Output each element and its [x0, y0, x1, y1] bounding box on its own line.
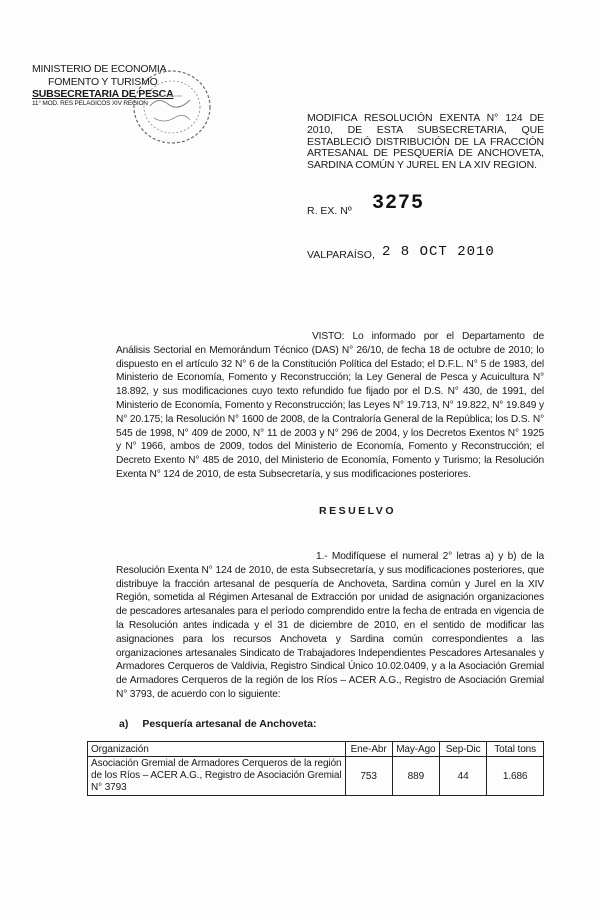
resuelvo-heading: RESUELVO — [319, 505, 396, 517]
section-a-title: Pesquería artesanal de Anchoveta: — [142, 718, 317, 730]
visto-paragraph: VISTO: Lo informado por el Departamento de Análisis Sectorial en Memorándum Técnico (DAS) N° 26/10, de fecha 18 de octubre de 2010; lo dispuesto en el artículo 32 N° 6 de la Constitución Política del Estado; el D.F.L. N° 5 de 1983, del Ministerio de Economía, Fomento y Reconstrucción; la Ley General de Pesca y Acuicultura N° 18.892, y sus modificaciones cuyo texto refundido fue fijado por el D.S. N° 430, de 1991, del Ministerio de Economía, Fomento y Reconstrucción; las Leyes N° 19.713, N° 19.822, N° 19.849 y N° 20.175; la Resolución N° 1600 de 2008, de la Contraloría General de la República; los D.S. N° 545 de 1998, N° 409 de 2000, N° 11 de 2003 y N° 296 de 2004, y los Decretos Exentos N° 1925 y N° 1966, ambos de 2009, todos del Ministerio de Economía, Fomento y Reconstrucción; el Decreto Exento N° 485 de 2010, del Ministerio de Economía, Fomento y Turismo; la Resolución Exenta N° 124 de 2010, de esta Subsecretaría, y sus modificaciones posteriores. — [116, 331, 544, 480]
column-header-ene-abr: Ene-Abr — [345, 742, 392, 757]
resolution-number-label: R. EX. Nº — [307, 205, 352, 217]
resolution-paragraph-1: 1.- Modifíquese el numeral 2° letras a) y b) de la Resolución Exenta N° 124 de 2010, de esta Subsecretaría, y sus modificaciones posteriores, que distribuye la fracción artesanal de pesquería de Anchoveta, Sardina común y Jurel en la XIV Región, sometida al Régimen Artesanal de Extracción por unidad de asignación organizaciones de pescadores artesanales para el período comprendido entre la fecha de entrada en vigencia de la Resolución antes indicada y el 31 de diciembre de 2010, en el sentido de modificar las asignaciones para los recursos Anchoveta y Sardina común correspondientes a las organizaciones artesanales Sindicato de Trabajadores Independientes Pescadores Artesanales y Armadores Cerqueros de Valdivia, Registro Sindical Único 10.02.0409, y a la Asociación Gremial de Armadores Cerqueros de la región de los Ríos – ACER A.G., Registro de Asociación Gremial N° 3793, de acuerdo con lo siguiente: — [116, 551, 544, 700]
column-header-total-tons: Total tons — [487, 742, 544, 757]
column-header-organization: Organización — [88, 742, 346, 757]
date-stamp: 2 8 OCT 2010 — [382, 244, 495, 260]
section-a-heading — [119, 718, 316, 730]
cell-organization: Asociación Gremial de Armadores Cerqueros de la región de los Ríos – ACER A.G., Registro de Asociación Gremial N° 3793 — [88, 757, 346, 796]
ministry-line-4: 11° MOD. RES PELAGICOS XIV REGION — [32, 99, 148, 107]
ministry-line-1: MINISTERIO DE ECONOMIA — [32, 63, 167, 75]
section-a-letter: a) — [119, 718, 129, 730]
column-header-may-ago: May-Ago — [392, 742, 439, 757]
ministry-line-3: SUBSECRETARIA DE PESCA — [32, 88, 174, 100]
resolution-subject: MODIFICA RESOLUCIÓN EXENTA N° 124 DE 2010, DE ESTA SUBSECRETARIA, QUE ESTABLECIÓ DISTRIBUCIÓN DE LA FRACCIÓN ARTESANAL DE PESQUERÍA DE ANCHOVETA, SARDINA COMÚN Y JUREL EN LA XIV REGION. — [307, 112, 544, 172]
cell-may-ago: 889 — [392, 757, 439, 796]
table-header-row — [88, 742, 544, 757]
official-seal-stamp — [128, 66, 216, 148]
date-location-label: VALPARAÍSO, — [307, 249, 375, 261]
anchoveta-allocation-table — [87, 741, 544, 796]
table-row — [88, 757, 544, 796]
ministry-line-2: FOMENTO Y TURISMO — [48, 75, 158, 88]
resolution-number-stamp: 3275 — [372, 192, 425, 215]
cell-sep-dic: 44 — [440, 757, 487, 796]
cell-ene-abr: 753 — [345, 757, 392, 796]
column-header-sep-dic: Sep-Dic — [440, 742, 487, 757]
cell-total-tons: 1.686 — [487, 757, 544, 796]
